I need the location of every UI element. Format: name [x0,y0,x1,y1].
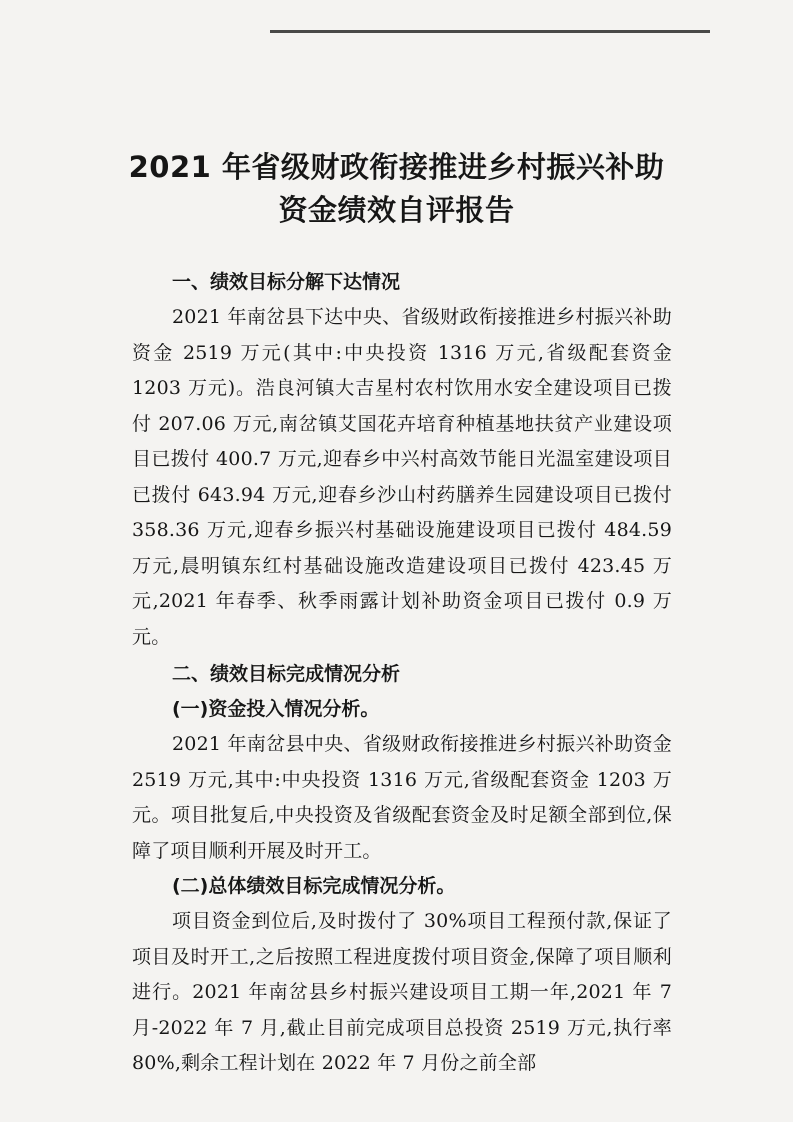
document-body [132,265,672,1082]
section-2-2-paragraph: 项目资金到位后,及时拨付了 30%项目工程预付款,保证了项目及时开工,之后按照工程进度拨付项目资金,保障了项目顺利进行。2021 年南岔县乡村振兴建设项目工期一年,2021 年 7 月-2022 年 7 月,截止目前完成项目总投资 2519 万元,执行率 80%,剩余工程计划在 2022 年 7 月份之前全部 [132,910,672,1074]
section-2-heading: 二、绩效目标完成情况分析 [172,663,401,685]
section-1-paragraph: 2021 年南岔县下达中央、省级财政衔接推进乡村振兴补助资金 2519 万元(其中:中央投资 1316 万元,省级配套资金 1203 万元)。浩良河镇大吉星村农村饮用水安全建设项目已拨付 207.06 万元,南岔镇艾国花卉培育种植基地扶贫产业建设项目已拨付 400.7 万元,迎春乡中兴村高效节能日光温室建设项目已拨付 643.94 万元,迎春乡沙山村药膳养生园建设项目已拨付 358.36 万元,迎春乡振兴村基础设施建设项目已拨付 484.59 万元,晨明镇东红村基础设施改造建设项目已拨付 423.45 万元,2021 年春季、秋季雨露计划补助资金项目已拨付 0.9 万元。 [132,306,672,648]
section-2-1-heading: (一)资金投入情况分析。 [172,698,380,720]
document-title-line-1: 2021 年省级财政衔接推进乡村振兴补助 [128,150,665,184]
section-1-heading: 一、绩效目标分解下达情况 [172,271,401,293]
scan-artifact-line [270,30,710,33]
section-2-1-paragraph: 2021 年南岔县中央、省级财政衔接推进乡村振兴补助资金 2519 万元,其中:中央投资 1316 万元,省级配套资金 1203 万元。项目批复后,中央投资及省级配套资金及时足额全部到位,保障了项目顺利开展及时开工。 [132,733,672,862]
document-title-line-2: 资金绩效自评报告 [278,193,515,227]
section-2-2-heading: (二)总体绩效目标完成情况分析。 [172,875,456,897]
